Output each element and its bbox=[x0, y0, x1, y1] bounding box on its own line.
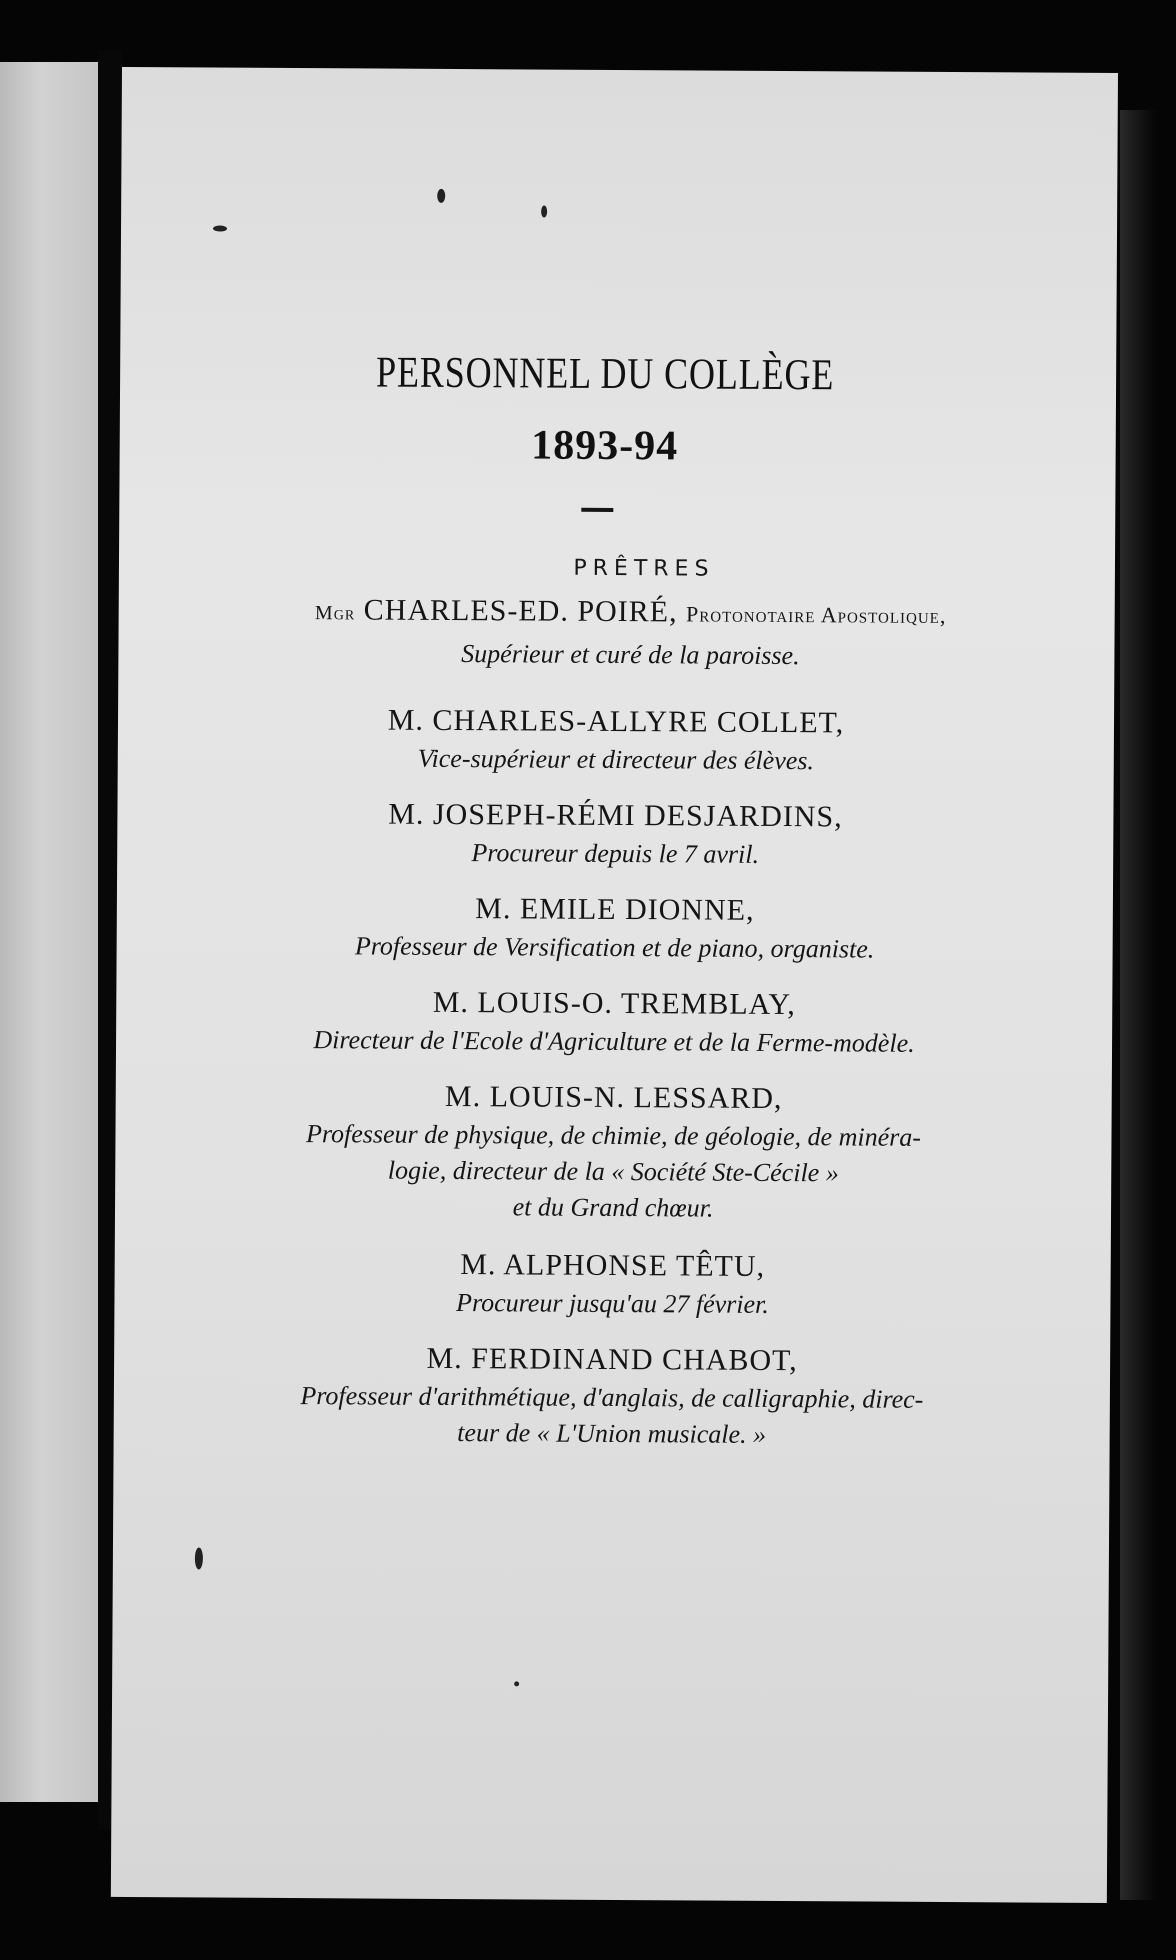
ink-speck bbox=[213, 226, 227, 232]
staff-name: M. EMILE DIONNE, bbox=[475, 892, 755, 927]
staff-role: Procureur jusqu'au 27 février. bbox=[456, 1288, 769, 1319]
staff-role: Directeur de l'Ecole d'Agriculture et de la Ferme-modèle. bbox=[313, 1025, 915, 1058]
staff-role: Procureur depuis le 7 avril. bbox=[471, 838, 760, 869]
facing-page-edge bbox=[0, 62, 98, 1802]
staff-name: M. LOUIS-N. LESSARD, bbox=[444, 1079, 783, 1116]
staff-title: Protonotaire Apostolique, bbox=[685, 601, 947, 629]
ink-speck bbox=[437, 189, 445, 203]
staff-entry bbox=[115, 1075, 1112, 1229]
ink-speck bbox=[541, 206, 547, 218]
staff-role: Professeur d'arithmétique, d'anglais, de calligraphie, direc- bbox=[300, 1381, 924, 1414]
staff-role: Supérieur et curé de la paroisse. bbox=[461, 639, 800, 671]
academic-year: 1893-94 bbox=[531, 422, 679, 470]
staff-entry bbox=[114, 1243, 1110, 1325]
staff-entry bbox=[117, 793, 1113, 875]
staff-name: M. CHARLES-ALLYRE COLLET, bbox=[387, 703, 845, 740]
staff-role: et du Grand chœur. bbox=[512, 1192, 714, 1223]
staff-name: M. ALPHONSE TÊTU, bbox=[460, 1248, 766, 1283]
staff-name: M. JOSEPH-RÉMI DESJARDINS, bbox=[388, 797, 843, 834]
book-page bbox=[111, 67, 1118, 1903]
section-heading: PRÊTRES bbox=[573, 555, 715, 582]
staff-entry bbox=[118, 589, 1114, 676]
staff-entry bbox=[116, 981, 1112, 1063]
staff-name-text: CHARLES-ED. POIRÉ, bbox=[363, 593, 678, 629]
ink-speck bbox=[514, 1681, 519, 1686]
staff-honorific: Mgr bbox=[314, 602, 356, 625]
staff-role: logie, directeur de la « Société Ste-Cécile » bbox=[387, 1155, 839, 1188]
staff-entry bbox=[114, 1337, 1111, 1455]
staff-role: Professeur de physique, de chimie, de géologie, de minéra- bbox=[305, 1119, 922, 1152]
title-rule bbox=[581, 508, 613, 512]
staff-name bbox=[147, 589, 1115, 638]
page-title: PERSONNEL DU COLLÈGE bbox=[375, 347, 835, 400]
staff-entry bbox=[117, 887, 1113, 969]
staff-entry bbox=[118, 699, 1114, 781]
staff-name: M. FERDINAND CHABOT, bbox=[426, 1341, 798, 1378]
ink-speck bbox=[195, 1547, 203, 1569]
page-content bbox=[111, 67, 1118, 1903]
staff-role: Professeur de Versification et de piano, organiste. bbox=[354, 931, 875, 964]
page-edge-shadow bbox=[1120, 110, 1158, 1900]
staff-role: Vice-supérieur et directeur des élèves. bbox=[417, 743, 815, 776]
staff-role: teur de « L'Union musicale. » bbox=[457, 1418, 767, 1449]
staff-name: M. LOUIS-O. TREMBLAY, bbox=[432, 985, 796, 1022]
